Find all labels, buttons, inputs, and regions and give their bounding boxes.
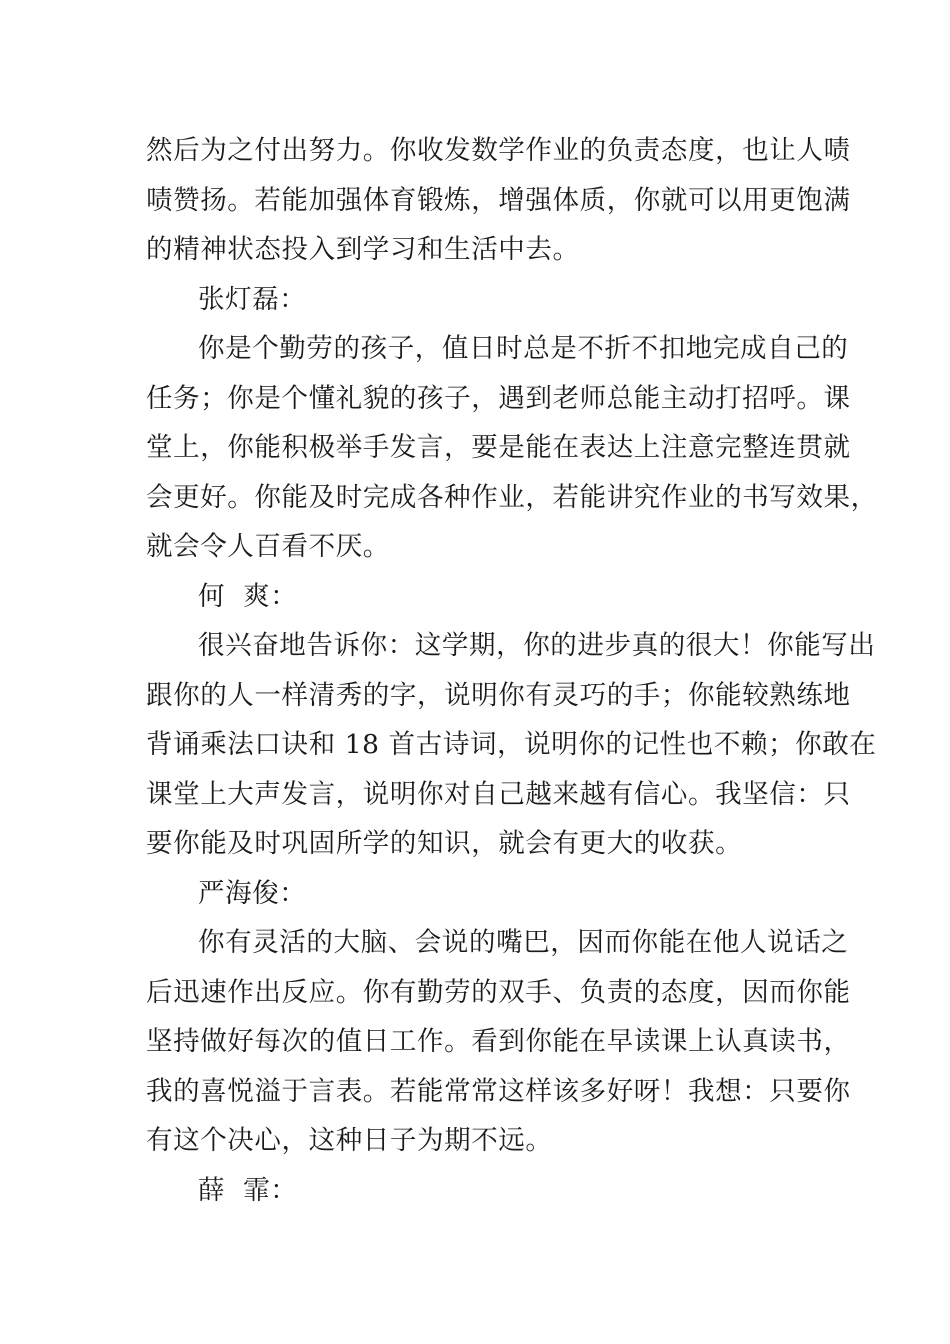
student-name-heading: 张灯磊：: [198, 283, 307, 315]
text-line: 堂上，你能积极举手发言，要是能在表达上注意完整连贯就: [146, 432, 851, 463]
text-line: 后迅速作出反应。你有勤劳的双手、负责的态度，因而你能: [146, 976, 851, 1008]
text-line: 坚持做好每次的值日工作。看到你能在早读课上认真读书，: [146, 1026, 851, 1057]
text-line: 然后为之付出努力。你收发数学作业的负责态度，也让人啧: [146, 135, 851, 166]
text-line: 跟你的人一样清秀的字，说明你有灵巧的手；你能较熟练地: [146, 679, 851, 711]
text-line: 啧赞扬。若能加强体育锻炼，增强体质，你就可以用更饱满: [146, 184, 851, 216]
text-line: 很兴奋地告诉你：这学期，你的进步真的很大！你能写出: [198, 630, 876, 661]
text-line: 任务；你是个懂礼貌的孩子，遇到老师总能主动打招呼。课: [146, 382, 851, 414]
text-line: 我的喜悦溢于言表。若能常常这样该多好呀！我想：只要你: [146, 1075, 851, 1107]
comment-paragraph: [146, 621, 877, 869]
text-line: 要你能及时巩固所学的知识，就会有更大的收获。: [146, 828, 743, 859]
continuation-paragraph: [146, 126, 851, 275]
text-line: 就会令人百看不厌。: [146, 531, 390, 562]
student-name-heading: 薛 霏：: [198, 1174, 298, 1206]
text-line: 的精神状态投入到学习和生活中去。: [146, 234, 580, 265]
student-name-heading: 严海俊：: [198, 877, 307, 909]
comment-paragraph: [146, 918, 851, 1166]
text-line: 你是个勤劳的孩子，值日时总是不折不扣地完成自己的: [198, 333, 849, 364]
comment-paragraph: [146, 324, 878, 572]
student-name-heading: 何 爽：: [198, 580, 298, 612]
text-line: 你有灵活的大脑、会说的嘴巴，因而你能在他人说话之: [198, 927, 849, 958]
document-body: [146, 126, 878, 1215]
text-line: 课堂上大声发言，说明你对自己越来越有信心。我坚信：只: [146, 778, 851, 810]
text-line: 会更好。你能及时完成各种作业，若能讲究作业的书写效果，: [146, 481, 878, 513]
text-line: 有这个决心，这种日子为期不远。: [146, 1125, 553, 1156]
text-line: 背诵乘法口诀和 18 首古诗词，说明你的记性也不赖；你敢在: [146, 729, 877, 760]
